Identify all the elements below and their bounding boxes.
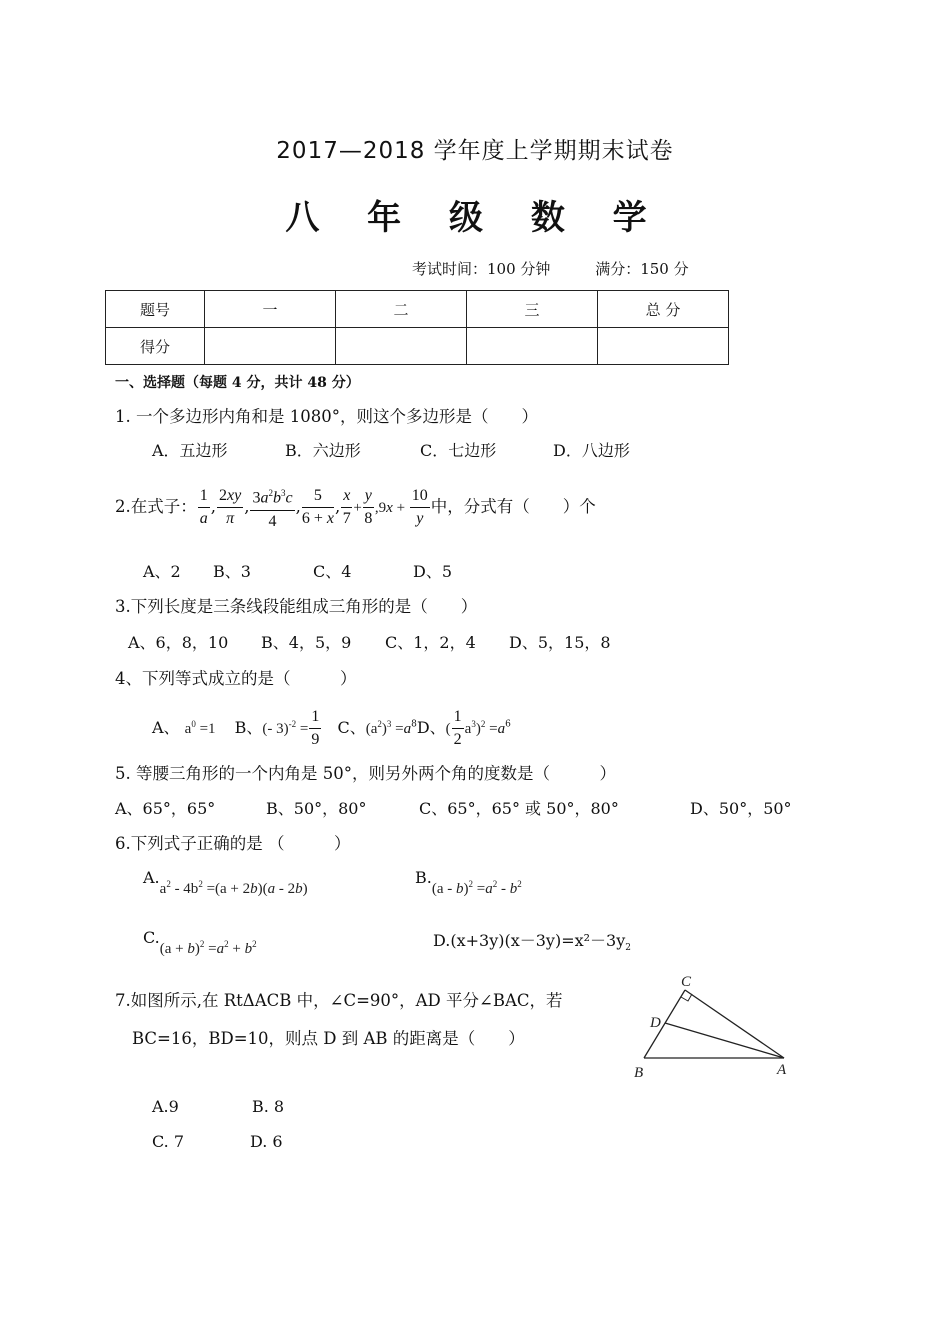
- label-b: B: [634, 1065, 644, 1080]
- option-b[interactable]: B. 8: [252, 1097, 285, 1116]
- option-a[interactable]: A、65°，65°: [115, 799, 216, 818]
- option-d[interactable]: D、50°，50°: [690, 799, 792, 818]
- score-row-label: 得分: [106, 328, 205, 365]
- option-c[interactable]: C、$(a^2)^3 =a^8$: [337, 718, 417, 737]
- option-d[interactable]: D、( $\frac{1}{2}$ $a^3)^2 =a^6$: [416, 708, 511, 748]
- question-1-stem: 1. 一个多边形内角和是 1080°，则这个多边形是（ ）: [115, 407, 538, 426]
- exam-title: 2017—2018 学年度上学期期末试卷: [276, 138, 674, 164]
- score-header-cell: 二: [336, 291, 467, 328]
- option-b[interactable]: B、50°，80°: [266, 799, 367, 818]
- option-b[interactable]: B、(- 3)$^{-2}$ = $\frac{1}{9}$: [234, 708, 320, 748]
- question-4-stem: 4、下列等式成立的是（ ）: [115, 669, 357, 688]
- question-3-options: [128, 630, 611, 653]
- question-2-options: [143, 559, 452, 582]
- option-b[interactable]: B、4，5，9: [261, 633, 352, 652]
- question-7-options-row1: [152, 1097, 284, 1116]
- question-2-stem: [115, 482, 596, 532]
- option-c[interactable]: C、4: [313, 562, 352, 581]
- score-header-cell: 题号: [106, 291, 205, 328]
- subject-title: 八 年 级 数 学: [285, 198, 665, 238]
- fraction: $\frac{1}{a}$: [199, 487, 208, 527]
- question-7-stem-line2: BC=16，BD=10，则点 D 到 AB 的距离是（ ）: [132, 1029, 525, 1048]
- label-c: C: [681, 974, 692, 990]
- question-5-options: [115, 796, 792, 819]
- fraction: $\frac{5}{6 + x}$: [301, 487, 334, 527]
- question-1-options: [152, 438, 630, 461]
- option-a[interactable]: A.9: [152, 1097, 179, 1116]
- question-7-stem-line1: 7.如图所示,在 RtΔACB 中，∠C=90°，AD 平分∠BAC，若: [115, 991, 563, 1010]
- option-b[interactable]: B．六边形: [285, 441, 361, 460]
- option-c[interactable]: C、1，2，4: [385, 633, 476, 652]
- option-c[interactable]: $C.(a + b)^2 =a^2 + b^2$: [143, 928, 257, 957]
- option-b[interactable]: B、3: [213, 562, 251, 581]
- option-d[interactable]: D、5: [413, 562, 453, 581]
- fraction: $\frac{x}{7}$: [342, 487, 351, 527]
- section-heading: 一、选择题（每题 4 分，共计 48 分）: [115, 375, 360, 391]
- option-a[interactable]: $A.a^2 - 4b^2 =(a + 2b)(a - 2b)$: [143, 868, 308, 897]
- exam-full-score: 满分：150 分: [595, 260, 689, 278]
- score-header-cell: 一: [205, 291, 336, 328]
- option-d[interactable]: D. 6: [250, 1132, 283, 1151]
- question-6-stem: 6.下列式子正确的是 （ ）: [115, 834, 351, 853]
- question-4-options: [152, 700, 511, 748]
- fraction: $\frac{2xy}{\pi}$: [219, 487, 242, 527]
- option-c[interactable]: C. 7: [152, 1132, 185, 1151]
- option-d[interactable]: D．八边形: [553, 441, 630, 460]
- question-5-stem: 5. 等腰三角形的一个内角是 50°，则另外两个角的度数是（ ）: [115, 764, 616, 783]
- score-input-cell[interactable]: [336, 328, 467, 365]
- score-input-cell[interactable]: [598, 328, 729, 365]
- option-c[interactable]: C．七边形: [420, 441, 497, 460]
- question-7-options-row2: [152, 1132, 283, 1151]
- bisector-ad: [665, 1023, 784, 1058]
- question-2-prefix: 2.在式子：: [115, 497, 197, 516]
- fraction: $\frac{y}{8}$: [364, 487, 373, 527]
- option-b[interactable]: $B.(a - b)^2 =a^2 - b^2$: [415, 868, 522, 897]
- option-d[interactable]: D、5，15，8: [509, 633, 611, 652]
- exam-info: [412, 258, 729, 279]
- option-a[interactable]: A、2: [143, 562, 181, 581]
- option-a[interactable]: A、6，8，10: [128, 633, 229, 652]
- score-table-header-row: [106, 291, 729, 328]
- question-3-stem: 3.下列长度是三条线段能组成三角形的是（ ）: [115, 597, 478, 616]
- score-table: [105, 290, 729, 365]
- option-d[interactable]: $D.(x+3y)(x-3y)=x^2-3y_2$: [433, 931, 632, 954]
- triangle-figure: [628, 970, 798, 1080]
- option-c[interactable]: C、65°，65° 或 50°，80°: [419, 799, 619, 818]
- label-a: A: [777, 1062, 787, 1078]
- label-d: D: [650, 1015, 661, 1031]
- option-a[interactable]: A、 $a^0 =1$: [152, 718, 216, 737]
- side-ca: [685, 990, 784, 1058]
- fraction: $\frac{10}{y}$: [411, 487, 428, 527]
- option-a[interactable]: A．五边形: [152, 441, 228, 460]
- fraction: $\frac{3a^2b^3c}{4}$: [250, 482, 294, 532]
- question-2-suffix: 中，分式有（ ）个: [430, 497, 596, 516]
- score-header-cell: 三: [467, 291, 598, 328]
- exam-time: 考试时间：100 分钟: [412, 260, 551, 278]
- score-header-cell: 总 分: [598, 291, 729, 328]
- score-input-cell[interactable]: [205, 328, 336, 365]
- score-table-score-row: [106, 328, 729, 365]
- score-input-cell[interactable]: [467, 328, 598, 365]
- expression-list: $\frac{1}{a}$ , $\frac{2xy}{\pi}$ , $\frac{3a^2b^3c}{4}$ , $\frac{5}{6 + x}$ , $\frac{x}{7}$ + $\frac{y}{8}$ ,9x + $\frac{10}{y}$: [197, 497, 431, 516]
